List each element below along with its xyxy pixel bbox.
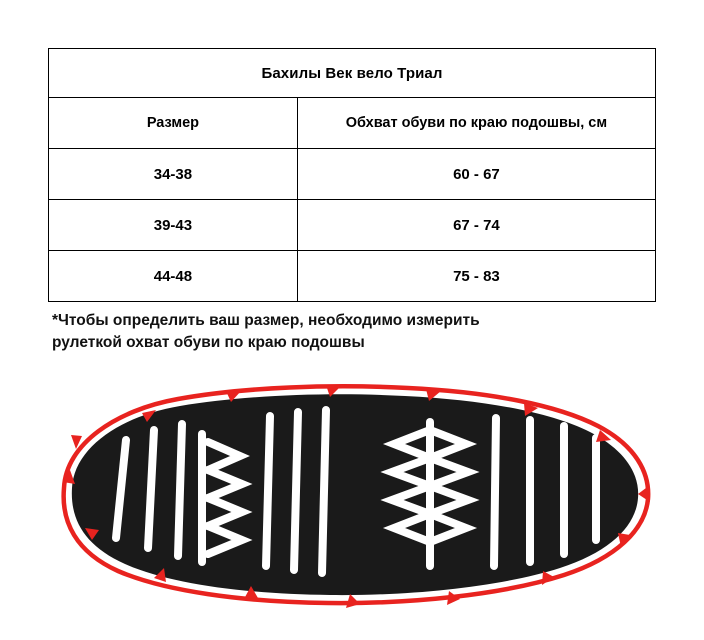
table-title: Бахилы Век вело Триал: [49, 49, 656, 98]
measurement-note: [52, 310, 652, 355]
size-table-container: [48, 48, 656, 302]
measurement-note-line-1: *Чтобы определить ваш размер, необходимо измерить: [52, 312, 480, 329]
table-row: [49, 251, 656, 302]
column-header-girth: Обхват обуви по краю подошвы, см: [297, 98, 655, 149]
cell-girth: 67 - 74: [297, 200, 655, 251]
size-table: [48, 48, 656, 302]
table-row: [49, 200, 656, 251]
shoe-sole-diagram: [30, 370, 674, 620]
table-header-row: [49, 98, 656, 149]
cell-girth: 75 - 83: [297, 251, 655, 302]
cell-size: 39-43: [49, 200, 298, 251]
column-header-size: Размер: [49, 98, 298, 149]
cell-size: 34-38: [49, 149, 298, 200]
cell-girth: 60 - 67: [297, 149, 655, 200]
cell-size: 44-48: [49, 251, 298, 302]
table-title-row: [49, 49, 656, 98]
sole-body-shape: [72, 394, 638, 595]
measurement-note-line-2: рулеткой охват обуви по краю подошвы: [52, 334, 365, 352]
table-row: [49, 149, 656, 200]
